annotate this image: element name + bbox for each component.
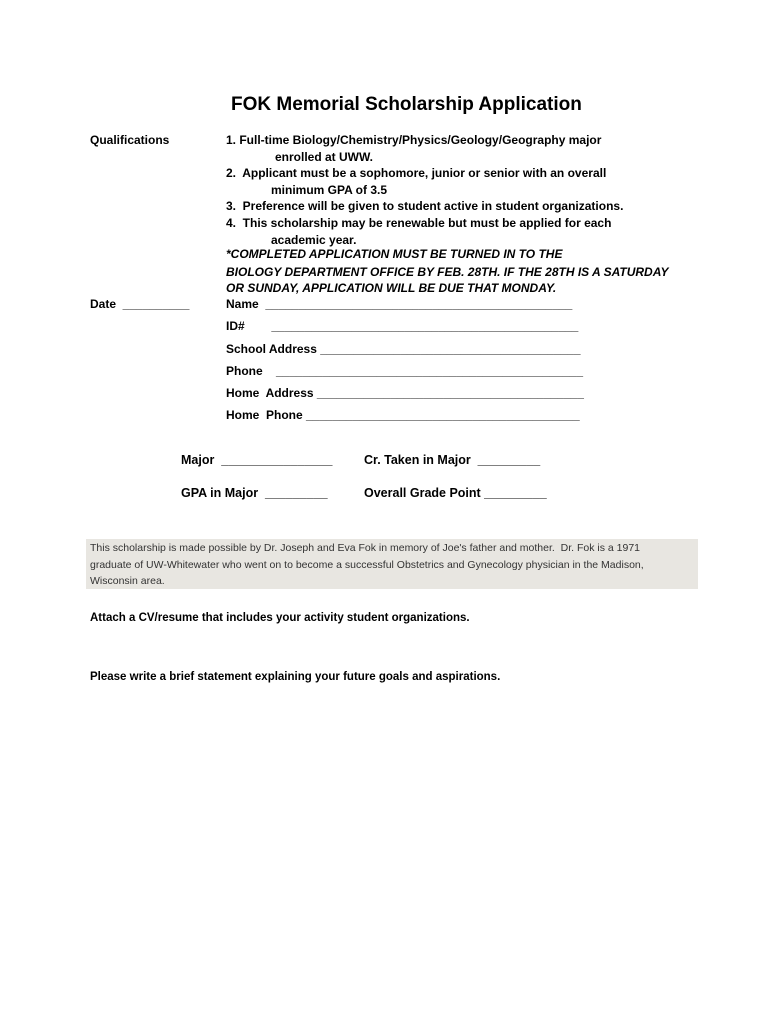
statement-instruction: Please write a brief statement explaining your future goals and aspirations.	[90, 671, 501, 683]
qualifications-label: Qualifications	[90, 133, 170, 147]
qualification-item-4: 4. This scholarship may be renewable but must be applied for each	[226, 216, 612, 230]
credits-in-major-field[interactable]: Cr. Taken in Major _________	[364, 453, 541, 467]
qualification-item-2-cont: minimum GPA of 3.5	[271, 183, 388, 197]
name-field[interactable]: Name ______________________________________________	[226, 297, 573, 311]
home-phone-field[interactable]: Home Phone _________________________________________	[226, 408, 580, 422]
deadline-line-2: BIOLOGY DEPARTMENT OFFICE BY FEB. 28TH. IF THE 28TH IS A SATURDAY	[226, 265, 669, 279]
qualification-item-1: 1. Full-time Biology/Chemistry/Physics/Geology/Geography major	[226, 133, 602, 147]
deadline-line-1: *COMPLETED APPLICATION MUST BE TURNED IN TO THE	[226, 247, 563, 261]
date-field[interactable]: Date __________	[90, 297, 190, 311]
gpa-in-major-field[interactable]: GPA in Major _________	[181, 486, 328, 500]
page-title: FOK Memorial Scholarship Application	[231, 94, 582, 115]
id-field[interactable]: ID# ______________________________________________	[226, 319, 579, 333]
qualification-item-2: 2. Applicant must be a sophomore, junior or senior with an overall	[226, 166, 607, 180]
scholarship-note-line-3: Wisconsin area.	[90, 575, 165, 587]
scholarship-note-box	[86, 539, 698, 589]
scholarship-note-line-1: This scholarship is made possible by Dr. Joseph and Eva Fok in memory of Joe's father and mother. Dr. Fok is a 1971	[90, 542, 641, 554]
school-address-field[interactable]: School Address _______________________________________	[226, 342, 581, 356]
qualification-item-4-cont: academic year.	[271, 233, 357, 247]
major-field[interactable]: Major ________________	[181, 453, 333, 467]
home-address-field[interactable]: Home Address ________________________________________	[226, 386, 584, 400]
qualification-item-1-cont: enrolled at UWW.	[275, 150, 374, 164]
qualification-item-3: 3. Preference will be given to student active in student organizations.	[226, 199, 624, 213]
deadline-line-3: OR SUNDAY, APPLICATION WILL BE DUE THAT MONDAY.	[226, 281, 557, 295]
scholarship-note-line-2: graduate of UW-Whitewater who went on to become a successful Obstetrics and Gynecology physician in the Madison,	[90, 559, 644, 571]
attach-cv-instruction: Attach a CV/resume that includes your activity student organizations.	[90, 612, 470, 624]
phone-field[interactable]: Phone ______________________________________________	[226, 364, 583, 378]
overall-grade-point-field[interactable]: Overall Grade Point _________	[364, 486, 547, 500]
